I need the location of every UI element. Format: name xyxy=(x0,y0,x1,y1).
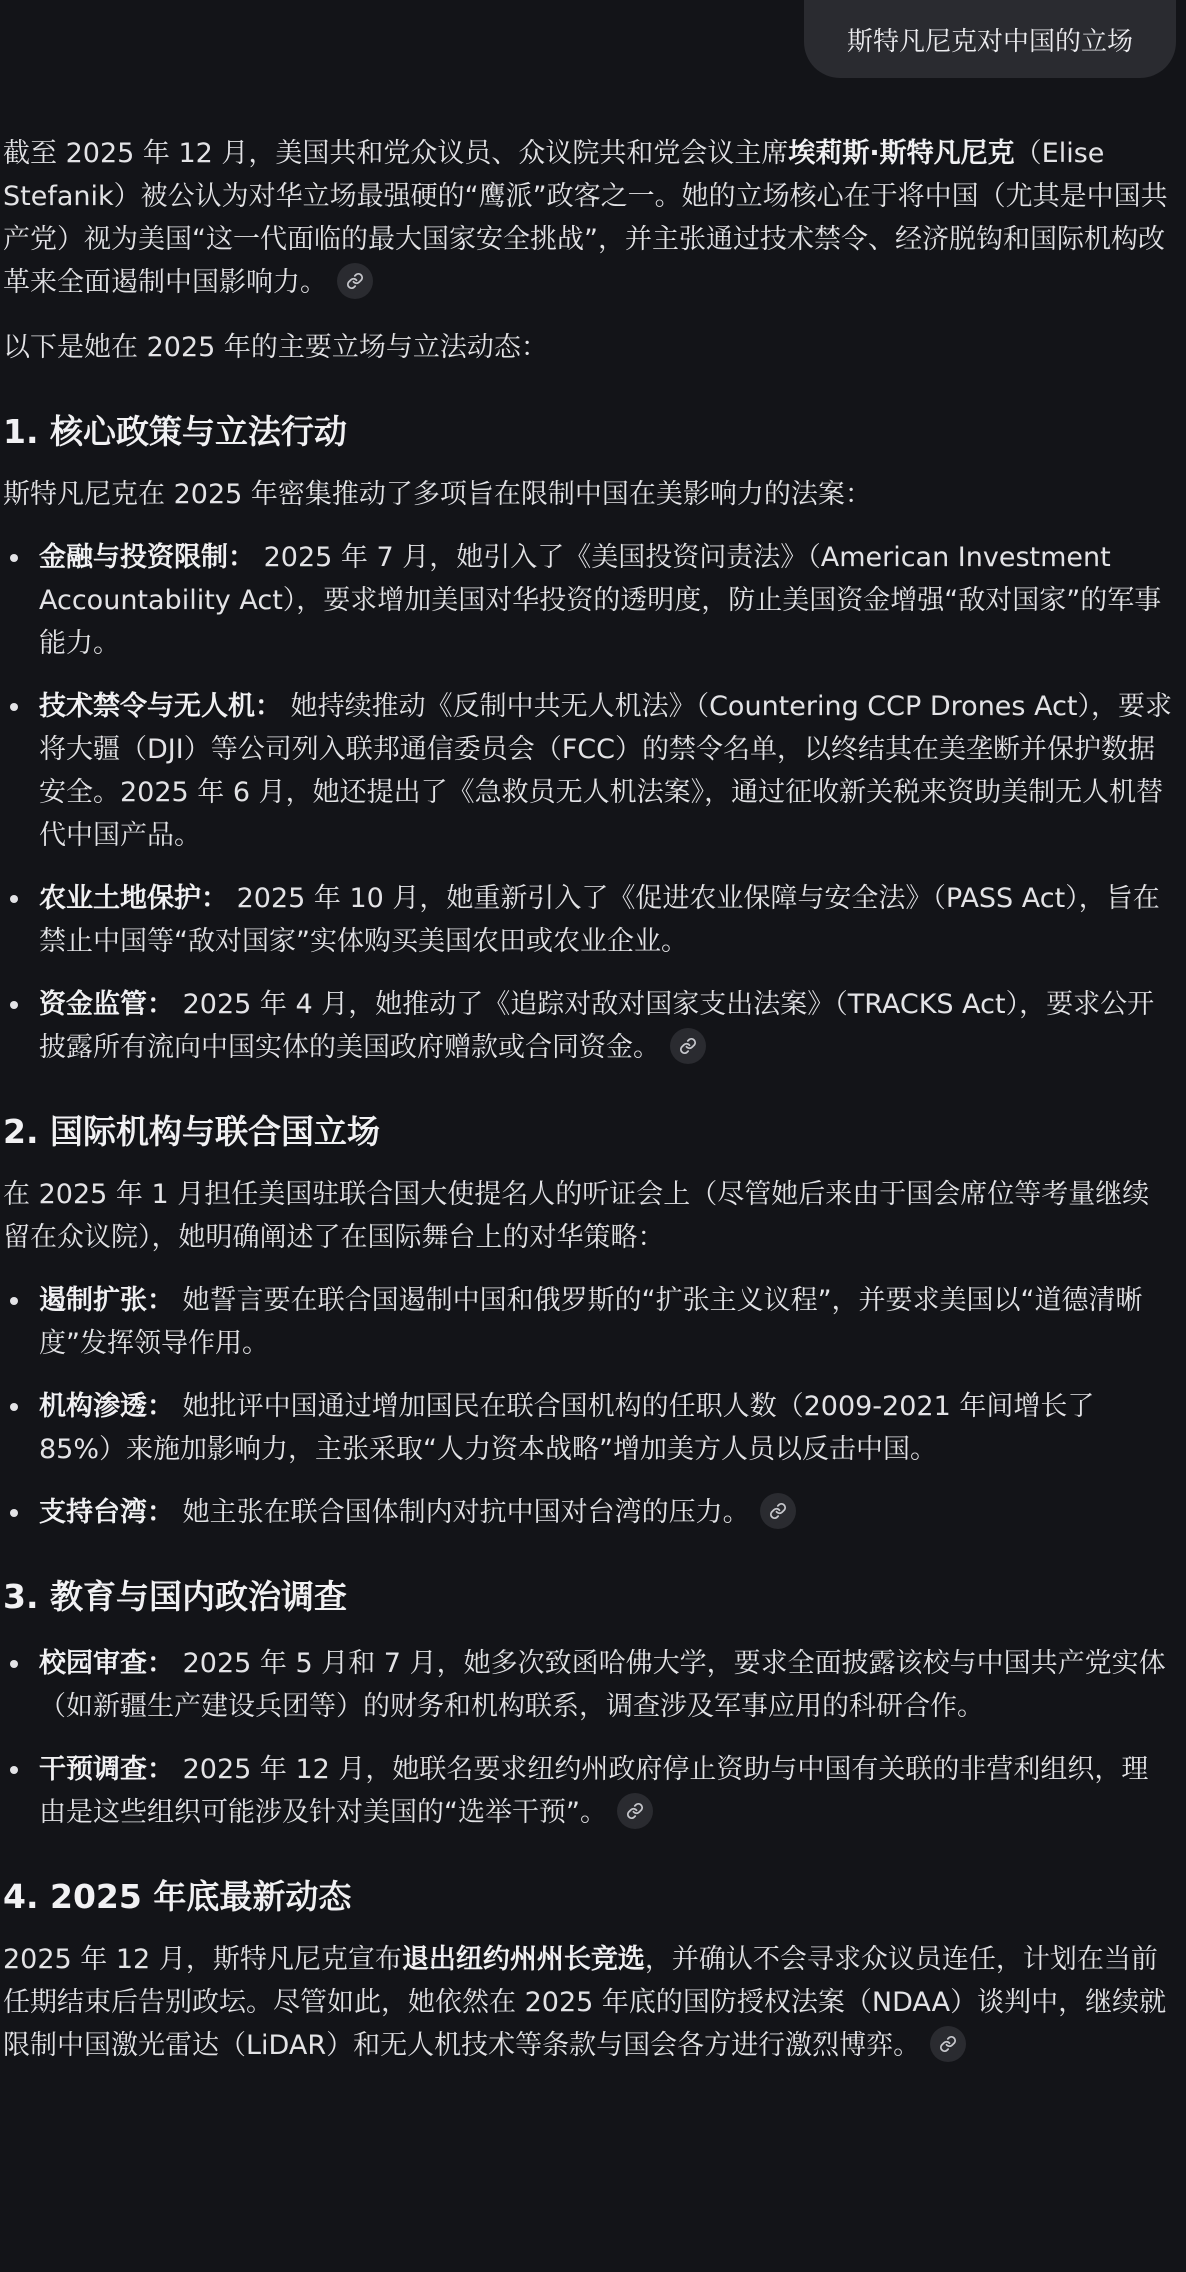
item-text: 她誓言要在联合国遏制中国和俄罗斯的“扩张主义议程”，并要求美国以“道德清晰度”发挥领导作用。 xyxy=(39,1285,1143,1359)
list-item xyxy=(3,1385,1173,1471)
bullet-list xyxy=(3,1279,1173,1534)
source-link-button[interactable] xyxy=(617,1793,653,1829)
list-item xyxy=(3,1642,1173,1728)
lead-text-end: ，并确认不会寻求众议员连任，计划在当前任期结束后告别政坛。尽管如此，她依然在 2025 年底的国防授权法案（NDAA）谈判中，继续就限制中国激光雷达（LiDAR）和无人机技术等条款与国会各方进行激烈博弈。 xyxy=(3,1944,1167,2061)
source-link-button[interactable] xyxy=(337,263,373,299)
section-heading: 3. 教育与国内政治调查 xyxy=(3,1577,347,1616)
item-label: 金融与投资限制： xyxy=(39,542,255,573)
link-icon xyxy=(769,1502,787,1520)
intro-text-end: （Elise Stefanik）被公认为对华立场最强硬的“鹰派”政客之一。她的立场核心在于将中国（尤其是中国共产党）视为美国“这一代面临的最大国家安全挑战”，并主张通过技术禁令、经济脱钩和国际机构改革来全面遏制中国影响力。 xyxy=(3,138,1168,298)
bullet-list xyxy=(3,1642,1173,1834)
intro-paragraph xyxy=(3,132,1173,304)
item-text: 2025 年 12 月，她联名要求纽约州政府停止资助与中国有关联的非营利组织，理由是这些组织可能涉及针对美国的“选举干预”。 xyxy=(39,1754,1149,1828)
item-label: 技术禁令与无人机： xyxy=(39,691,282,722)
source-link-button[interactable] xyxy=(760,1493,796,1529)
link-icon xyxy=(626,1802,644,1820)
user-query-text: 斯特凡尼克对中国的立场 xyxy=(846,26,1133,57)
section-heading: 4. 2025 年底最新动态 xyxy=(3,1877,352,1916)
section-heading: 2. 国际机构与联合国立场 xyxy=(3,1112,380,1151)
item-text: 她持续推动《反制中共无人机法》（Countering CCP Drones Act），要求将大疆（DJI）等公司列入联邦通信委员会（FCC）的禁令名单，以终结其在美垄断并保护数据安全。2025 年 6 月，她还提出了《急救员无人机法案》，通过征收新关税来资助美制无人机替代中国产品。 xyxy=(39,691,1172,851)
item-text: 2025 年 10 月，她重新引入了《促进农业保障与安全法》（PASS Act），旨在禁止中国等“敌对国家”实体购买美国农田或农业企业。 xyxy=(39,883,1160,957)
lead-text-bold: 退出纽约州州长竞选 xyxy=(401,1944,645,1975)
item-label: 干预调查： xyxy=(39,1754,174,1785)
item-label: 机构渗透： xyxy=(39,1391,174,1422)
list-item xyxy=(3,1279,1173,1365)
list-item xyxy=(3,1491,1173,1534)
source-link-button[interactable] xyxy=(670,1028,706,1064)
section-heading: 1. 核心政策与立法行动 xyxy=(3,412,347,451)
assistant-response xyxy=(3,132,1173,2067)
list-item xyxy=(3,1748,1173,1834)
link-icon xyxy=(346,272,364,290)
user-query-bubble xyxy=(804,0,1176,78)
intro-summary: 以下是她在 2025 年的主要立场与立法动态： xyxy=(3,332,548,363)
list-item xyxy=(3,877,1173,963)
section-lead: 在 2025 年 1 月担任美国驻联合国大使提名人的听证会上（尽管她后来由于国会席位等考量继续留在众议院），她明确阐述了在国际舞台上的对华策略： xyxy=(3,1179,1150,1253)
list-item xyxy=(3,685,1173,857)
item-label: 遏制扩张： xyxy=(39,1285,174,1316)
intro-name-bold: 埃莉斯·斯特凡尼克 xyxy=(788,138,1015,169)
item-text: 她批评中国通过增加国民在联合国机构的任职人数（2009-2021 年间增长了 85%）来施加影响力，主张采取“人力资本战略”增加美方人员以反击中国。 xyxy=(39,1391,1095,1465)
item-label: 资金监管： xyxy=(39,989,174,1020)
intro-text-start: 截至 2025 年 12 月，美国共和党众议员、众议院共和党会议主席 xyxy=(3,138,789,169)
item-text: 她主张在联合国体制内对抗中国对台湾的压力。 xyxy=(174,1497,750,1528)
link-icon xyxy=(679,1037,697,1055)
section-lead: 斯特凡尼克在 2025 年密集推动了多项旨在限制中国在美影响力的法案： xyxy=(3,479,872,510)
item-label: 农业土地保护： xyxy=(39,883,228,914)
item-text: 2025 年 5 月和 7 月，她多次致函哈佛大学，要求全面披露该校与中国共产党实体（如新疆生产建设兵团等）的财务和机构联系，调查涉及军事应用的科研合作。 xyxy=(39,1648,1166,1722)
list-item xyxy=(3,983,1173,1069)
item-text: 2025 年 4 月，她推动了《追踪对敌对国家支出法案》（TRACKS Act），要求公开披露所有流向中国实体的美国政府赠款或合同资金。 xyxy=(39,989,1155,1063)
lead-text-start: 2025 年 12 月，斯特凡尼克宣布 xyxy=(3,1944,402,1975)
section-lead xyxy=(3,1938,1173,2067)
list-item xyxy=(3,536,1173,665)
item-label: 支持台湾： xyxy=(39,1497,174,1528)
item-text: 2025 年 7 月，她引入了《美国投资问责法》（American Investment Accountability Act），要求增加美国对华投资的透明度，防止美国资金增强“敌对国家”的军事能力。 xyxy=(39,542,1162,659)
item-label: 校园审查： xyxy=(39,1648,174,1679)
link-icon xyxy=(939,2035,957,2053)
bullet-list xyxy=(3,536,1173,1069)
source-link-button[interactable] xyxy=(930,2026,966,2062)
